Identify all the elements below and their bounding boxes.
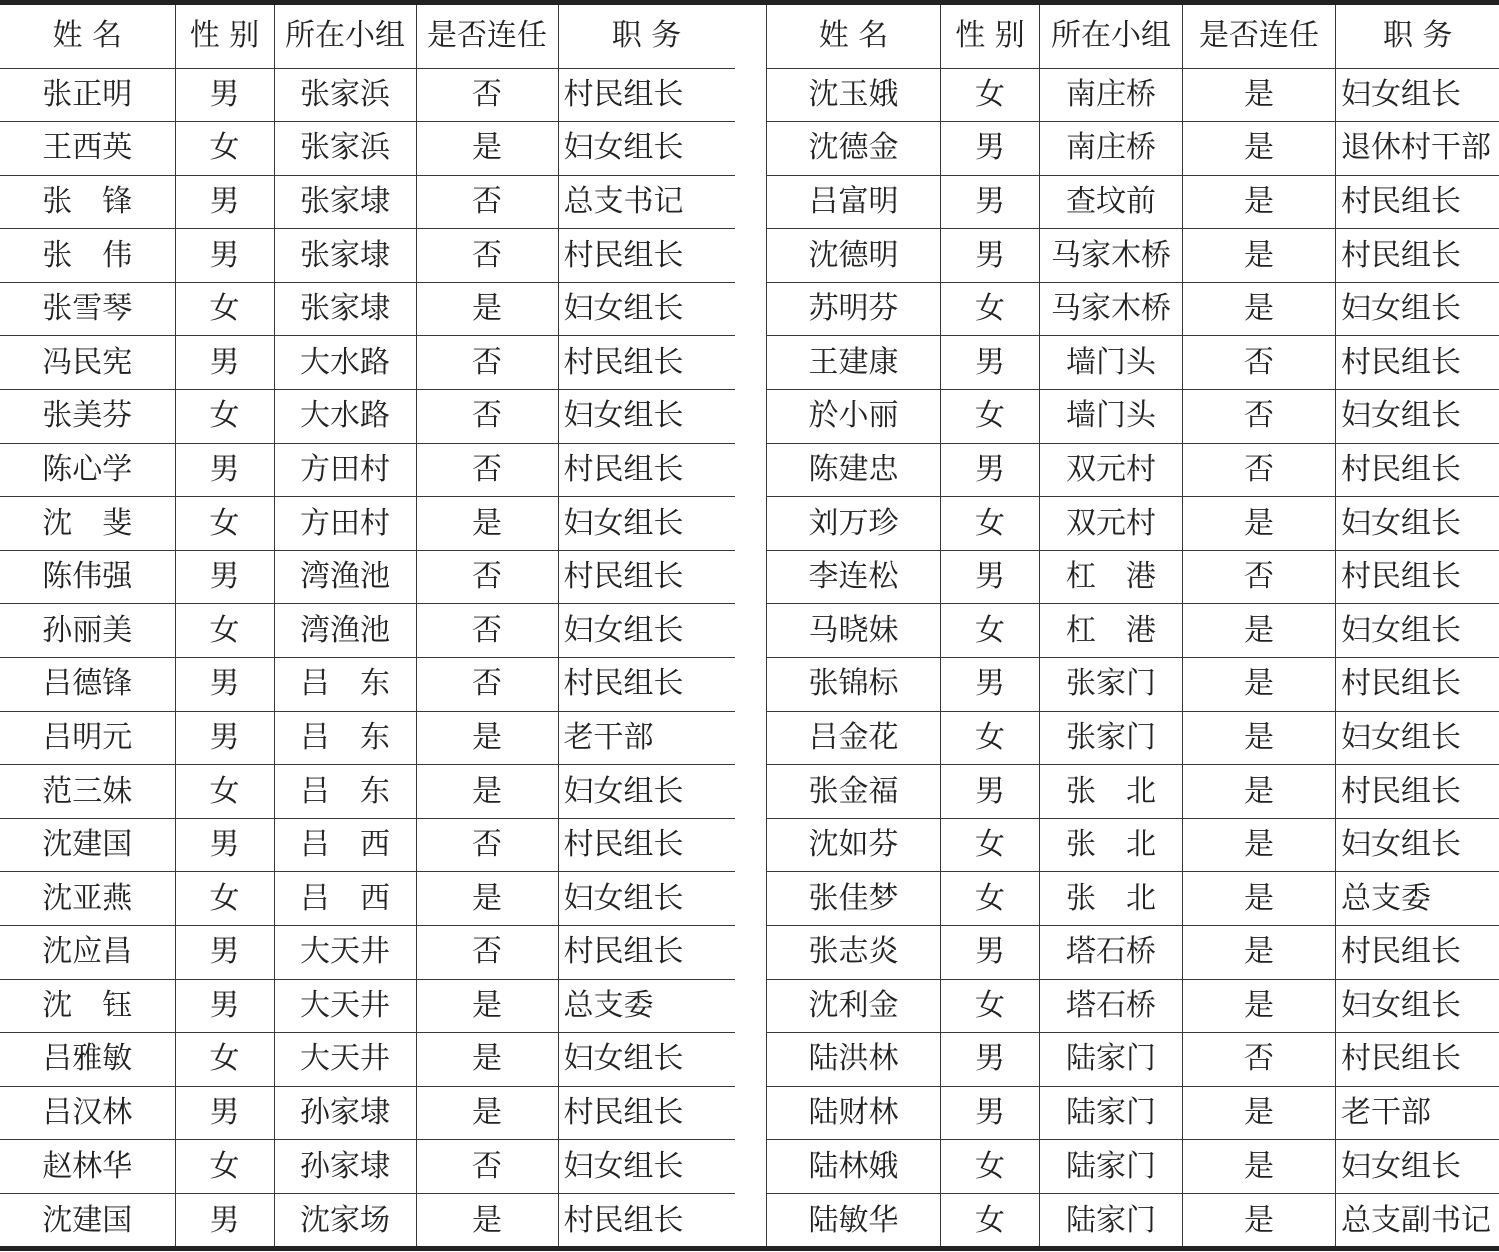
cell-duty: 村民组长 xyxy=(1336,658,1499,712)
table-row xyxy=(0,282,735,336)
table-row xyxy=(767,497,1499,551)
table-row xyxy=(0,1033,735,1087)
cell-reelected: 否 xyxy=(1183,443,1336,497)
cell-gender: 女 xyxy=(941,390,1040,444)
cell-duty: 妇女组长 xyxy=(558,122,735,176)
cell-group: 塔石桥 xyxy=(1040,979,1183,1033)
table-row xyxy=(0,604,735,658)
table-row xyxy=(767,979,1499,1033)
cell-name: 沈 钰 xyxy=(0,979,175,1033)
cell-group: 双元村 xyxy=(1040,443,1183,497)
cell-gender: 女 xyxy=(175,604,274,658)
cell-group: 方田村 xyxy=(274,443,416,497)
cell-reelected: 否 xyxy=(416,550,558,604)
cell-group: 湾渔池 xyxy=(274,604,416,658)
cell-group: 张家埭 xyxy=(274,229,416,283)
cell-name: 李连松 xyxy=(767,550,941,604)
cell-group: 双元村 xyxy=(1040,497,1183,551)
cell-group: 陆家门 xyxy=(1040,1033,1183,1087)
cell-name: 张美芬 xyxy=(0,390,175,444)
cell-group: 吕 东 xyxy=(274,658,416,712)
cell-reelected: 是 xyxy=(416,1033,558,1087)
cell-reelected: 是 xyxy=(1183,282,1336,336)
table-row xyxy=(767,765,1499,819)
cell-duty: 村民组长 xyxy=(1336,1033,1499,1087)
cell-group: 湾渔池 xyxy=(274,550,416,604)
cell-name: 沈如芬 xyxy=(767,818,941,872)
cell-duty: 老干部 xyxy=(1336,1086,1499,1140)
cell-group: 张家埭 xyxy=(274,282,416,336)
table-bottom-rule xyxy=(0,1246,1499,1251)
cell-duty: 总支副书记 xyxy=(1336,1193,1499,1247)
cell-duty: 村民组长 xyxy=(558,229,735,283)
cell-reelected: 是 xyxy=(1183,175,1336,229)
cell-duty: 妇女组长 xyxy=(558,282,735,336)
table-row xyxy=(0,765,735,819)
cell-group: 大天井 xyxy=(274,926,416,980)
cell-name: 张金福 xyxy=(767,765,941,819)
cell-duty: 妇女组长 xyxy=(558,390,735,444)
header-gender: 性 别 xyxy=(941,5,1040,68)
cell-reelected: 是 xyxy=(1183,1193,1336,1247)
cell-name: 张正明 xyxy=(0,68,175,122)
cell-gender: 女 xyxy=(175,282,274,336)
cell-gender: 女 xyxy=(175,765,274,819)
cell-reelected: 否 xyxy=(416,390,558,444)
table-row xyxy=(767,68,1499,122)
table-row xyxy=(767,282,1499,336)
cell-duty: 村民组长 xyxy=(558,818,735,872)
header-reelected: 是否连任 xyxy=(416,5,558,68)
cell-name: 陆洪林 xyxy=(767,1033,941,1087)
right-body xyxy=(767,68,1499,1247)
header-group: 所在小组 xyxy=(274,5,416,68)
cell-group: 吕 西 xyxy=(274,872,416,926)
cell-gender: 男 xyxy=(175,818,274,872)
cell-group: 张 北 xyxy=(1040,765,1183,819)
cell-gender: 女 xyxy=(175,122,274,176)
cell-reelected: 是 xyxy=(416,1193,558,1247)
cell-name: 王西英 xyxy=(0,122,175,176)
header-row xyxy=(0,5,735,68)
cell-gender: 女 xyxy=(941,872,1040,926)
cell-gender: 男 xyxy=(175,926,274,980)
cell-reelected: 是 xyxy=(1183,122,1336,176)
table-row xyxy=(767,872,1499,926)
cell-group: 南庄桥 xyxy=(1040,122,1183,176)
cell-name: 陆林娥 xyxy=(767,1140,941,1194)
cell-gender: 男 xyxy=(941,229,1040,283)
cell-name: 范三妹 xyxy=(0,765,175,819)
cell-duty: 总支书记 xyxy=(558,175,735,229)
cell-reelected: 否 xyxy=(1183,390,1336,444)
cell-gender: 女 xyxy=(941,818,1040,872)
cell-duty: 妇女组长 xyxy=(1336,979,1499,1033)
cell-reelected: 是 xyxy=(1183,926,1336,980)
cell-reelected: 是 xyxy=(416,979,558,1033)
cell-group: 查坟前 xyxy=(1040,175,1183,229)
cell-name: 沈建国 xyxy=(0,1193,175,1247)
cell-group: 张家门 xyxy=(1040,658,1183,712)
cell-name: 吕雅敏 xyxy=(0,1033,175,1087)
cell-group: 杠 港 xyxy=(1040,604,1183,658)
header-reelected: 是否连任 xyxy=(1183,5,1336,68)
cell-name: 张 锋 xyxy=(0,175,175,229)
table-row xyxy=(0,1086,735,1140)
cell-gender: 男 xyxy=(175,658,274,712)
cell-group: 张 北 xyxy=(1040,818,1183,872)
cell-group: 张 北 xyxy=(1040,872,1183,926)
cell-gender: 男 xyxy=(941,550,1040,604)
cell-reelected: 否 xyxy=(1183,550,1336,604)
cell-duty: 妇女组长 xyxy=(1336,390,1499,444)
table-row xyxy=(767,122,1499,176)
cell-name: 马晓妹 xyxy=(767,604,941,658)
cell-gender: 女 xyxy=(175,872,274,926)
cell-group: 张家浜 xyxy=(274,68,416,122)
cell-reelected: 是 xyxy=(1183,1140,1336,1194)
cell-name: 吕富明 xyxy=(767,175,941,229)
table-row xyxy=(767,550,1499,604)
cell-duty: 妇女组长 xyxy=(558,872,735,926)
cell-name: 沈 斐 xyxy=(0,497,175,551)
cell-name: 陆财林 xyxy=(767,1086,941,1140)
cell-reelected: 否 xyxy=(1183,336,1336,390)
cell-duty: 妇女组长 xyxy=(1336,818,1499,872)
cell-name: 吕汉林 xyxy=(0,1086,175,1140)
cell-group: 马家木桥 xyxy=(1040,282,1183,336)
table-row xyxy=(767,926,1499,980)
cell-reelected: 否 xyxy=(416,229,558,283)
header-group: 所在小组 xyxy=(1040,5,1183,68)
cell-reelected: 否 xyxy=(416,175,558,229)
cell-gender: 男 xyxy=(175,336,274,390)
cell-duty: 村民组长 xyxy=(1336,336,1499,390)
cell-gender: 男 xyxy=(175,443,274,497)
cell-group: 大天井 xyxy=(274,1033,416,1087)
table-row xyxy=(0,872,735,926)
cell-reelected: 否 xyxy=(416,926,558,980)
cell-group: 陆家门 xyxy=(1040,1140,1183,1194)
cell-duty: 妇女组长 xyxy=(1336,604,1499,658)
cell-gender: 男 xyxy=(941,122,1040,176)
cell-name: 吕德锋 xyxy=(0,658,175,712)
cell-duty: 村民组长 xyxy=(558,443,735,497)
cell-gender: 男 xyxy=(175,175,274,229)
cell-duty: 村民组长 xyxy=(1336,443,1499,497)
table-row xyxy=(767,336,1499,390)
cell-duty: 村民组长 xyxy=(1336,550,1499,604)
table-row xyxy=(0,818,735,872)
cell-gender: 男 xyxy=(175,1086,274,1140)
table-row xyxy=(0,443,735,497)
cell-duty: 村民组长 xyxy=(558,1193,735,1247)
table-row xyxy=(767,390,1499,444)
cell-group: 马家木桥 xyxy=(1040,229,1183,283)
cell-gender: 男 xyxy=(941,1086,1040,1140)
table-row xyxy=(0,122,735,176)
cell-group: 南庄桥 xyxy=(1040,68,1183,122)
cell-gender: 男 xyxy=(941,443,1040,497)
header-name: 姓 名 xyxy=(767,5,941,68)
cell-name: 陈心学 xyxy=(0,443,175,497)
cell-group: 孙家埭 xyxy=(274,1140,416,1194)
cell-gender: 男 xyxy=(175,229,274,283)
cell-group: 陆家门 xyxy=(1040,1193,1183,1247)
cell-group: 张家浜 xyxy=(274,122,416,176)
cell-name: 赵林华 xyxy=(0,1140,175,1194)
cell-group: 大天井 xyxy=(274,979,416,1033)
cell-gender: 男 xyxy=(175,550,274,604)
cell-name: 陈伟强 xyxy=(0,550,175,604)
cell-reelected: 否 xyxy=(416,658,558,712)
cell-name: 张志炎 xyxy=(767,926,941,980)
cell-name: 沈建国 xyxy=(0,818,175,872)
cell-name: 张雪琴 xyxy=(0,282,175,336)
cell-name: 沈德明 xyxy=(767,229,941,283)
table-row xyxy=(767,443,1499,497)
cell-group: 大水路 xyxy=(274,390,416,444)
table-row xyxy=(767,229,1499,283)
cell-gender: 女 xyxy=(941,1140,1040,1194)
cell-gender: 男 xyxy=(175,1193,274,1247)
cell-duty: 村民组长 xyxy=(558,658,735,712)
cell-gender: 男 xyxy=(941,1033,1040,1087)
roster-table-left xyxy=(0,5,736,1247)
cell-reelected: 是 xyxy=(416,1086,558,1140)
cell-reelected: 是 xyxy=(416,765,558,819)
cell-name: 王建康 xyxy=(767,336,941,390)
table-row xyxy=(0,550,735,604)
cell-reelected: 否 xyxy=(416,604,558,658)
cell-group: 墙门头 xyxy=(1040,336,1183,390)
cell-duty: 总支委 xyxy=(1336,872,1499,926)
cell-name: 沈德金 xyxy=(767,122,941,176)
cell-name: 吕金花 xyxy=(767,711,941,765)
table-row xyxy=(0,658,735,712)
cell-duty: 村民组长 xyxy=(558,926,735,980)
cell-duty: 村民组长 xyxy=(1336,765,1499,819)
cell-gender: 女 xyxy=(175,390,274,444)
table-row xyxy=(0,1193,735,1247)
cell-name: 冯民宪 xyxy=(0,336,175,390)
cell-name: 张佳梦 xyxy=(767,872,941,926)
cell-duty: 妇女组长 xyxy=(1336,1140,1499,1194)
cell-duty: 村民组长 xyxy=(558,336,735,390)
cell-gender: 女 xyxy=(175,497,274,551)
cell-reelected: 否 xyxy=(416,336,558,390)
cell-reelected: 是 xyxy=(1183,68,1336,122)
header-gender: 性 别 xyxy=(175,5,274,68)
table-row xyxy=(0,229,735,283)
header-duty: 职 务 xyxy=(1336,5,1499,68)
cell-duty: 妇女组长 xyxy=(1336,68,1499,122)
roster-table-right xyxy=(766,5,1499,1247)
table-row xyxy=(767,818,1499,872)
cell-group: 沈家场 xyxy=(274,1193,416,1247)
cell-reelected: 否 xyxy=(1183,1033,1336,1087)
cell-name: 沈利金 xyxy=(767,979,941,1033)
table-row xyxy=(0,711,735,765)
table-row xyxy=(767,604,1499,658)
cell-gender: 男 xyxy=(941,926,1040,980)
cell-name: 陆敏华 xyxy=(767,1193,941,1247)
cell-name: 张 伟 xyxy=(0,229,175,283)
cell-reelected: 是 xyxy=(416,282,558,336)
cell-duty: 村民组长 xyxy=(1336,926,1499,980)
cell-reelected: 是 xyxy=(416,122,558,176)
cell-duty: 妇女组长 xyxy=(1336,711,1499,765)
cell-group: 吕 东 xyxy=(274,711,416,765)
cell-gender: 男 xyxy=(941,658,1040,712)
cell-gender: 女 xyxy=(941,711,1040,765)
cell-name: 於小丽 xyxy=(767,390,941,444)
cell-duty: 妇女组长 xyxy=(558,1033,735,1087)
cell-group: 吕 西 xyxy=(274,818,416,872)
cell-duty: 妇女组长 xyxy=(1336,497,1499,551)
cell-duty: 总支委 xyxy=(558,979,735,1033)
cell-name: 陈建忠 xyxy=(767,443,941,497)
cell-gender: 男 xyxy=(941,336,1040,390)
cell-name: 吕明元 xyxy=(0,711,175,765)
cell-reelected: 是 xyxy=(416,711,558,765)
left-body xyxy=(0,68,735,1247)
cell-gender: 女 xyxy=(941,604,1040,658)
cell-reelected: 否 xyxy=(416,1140,558,1194)
table-row xyxy=(0,979,735,1033)
cell-name: 刘万珍 xyxy=(767,497,941,551)
cell-reelected: 否 xyxy=(416,818,558,872)
cell-gender: 女 xyxy=(941,497,1040,551)
table-row xyxy=(767,1193,1499,1247)
cell-name: 沈应昌 xyxy=(0,926,175,980)
cell-group: 陆家门 xyxy=(1040,1086,1183,1140)
cell-reelected: 是 xyxy=(1183,979,1336,1033)
header-duty: 职 务 xyxy=(558,5,735,68)
cell-name: 孙丽美 xyxy=(0,604,175,658)
table-row xyxy=(767,658,1499,712)
table-row xyxy=(767,1086,1499,1140)
table-row xyxy=(0,390,735,444)
cell-group: 吕 东 xyxy=(274,765,416,819)
cell-reelected: 是 xyxy=(1183,765,1336,819)
cell-duty: 村民组长 xyxy=(558,550,735,604)
cell-duty: 村民组长 xyxy=(558,1086,735,1140)
cell-group: 张家埭 xyxy=(274,175,416,229)
cell-duty: 村民组长 xyxy=(558,68,735,122)
cell-duty: 妇女组长 xyxy=(558,497,735,551)
cell-group: 大水路 xyxy=(274,336,416,390)
cell-group: 孙家埭 xyxy=(274,1086,416,1140)
cell-reelected: 是 xyxy=(1183,604,1336,658)
cell-group: 方田村 xyxy=(274,497,416,551)
cell-gender: 男 xyxy=(175,711,274,765)
cell-group: 杠 港 xyxy=(1040,550,1183,604)
cell-duty: 村民组长 xyxy=(1336,229,1499,283)
cell-duty: 老干部 xyxy=(558,711,735,765)
cell-gender: 男 xyxy=(175,68,274,122)
header-name: 姓 名 xyxy=(0,5,175,68)
cell-group: 塔石桥 xyxy=(1040,926,1183,980)
cell-gender: 女 xyxy=(175,1140,274,1194)
cell-reelected: 是 xyxy=(1183,229,1336,283)
table-row xyxy=(0,497,735,551)
cell-gender: 男 xyxy=(941,175,1040,229)
cell-name: 沈玉娥 xyxy=(767,68,941,122)
table-row xyxy=(0,175,735,229)
cell-duty: 妇女组长 xyxy=(558,604,735,658)
table-row xyxy=(767,711,1499,765)
cell-group: 张家门 xyxy=(1040,711,1183,765)
table-row xyxy=(767,175,1499,229)
cell-group: 墙门头 xyxy=(1040,390,1183,444)
table-row xyxy=(0,926,735,980)
table-row xyxy=(0,68,735,122)
cell-name: 沈亚燕 xyxy=(0,872,175,926)
cell-gender: 女 xyxy=(941,979,1040,1033)
cell-duty: 村民组长 xyxy=(1336,175,1499,229)
table-row xyxy=(767,1033,1499,1087)
cell-gender: 男 xyxy=(175,979,274,1033)
column-gap xyxy=(735,5,766,1246)
cell-reelected: 是 xyxy=(1183,818,1336,872)
table-row xyxy=(767,1140,1499,1194)
cell-name: 张锦标 xyxy=(767,658,941,712)
cell-duty: 退休村干部 xyxy=(1336,122,1499,176)
table-row xyxy=(0,336,735,390)
cell-reelected: 是 xyxy=(1183,872,1336,926)
cell-gender: 女 xyxy=(941,1193,1040,1247)
cell-duty: 妇女组长 xyxy=(558,1140,735,1194)
cell-name: 苏明芬 xyxy=(767,282,941,336)
cell-reelected: 是 xyxy=(416,497,558,551)
header-row xyxy=(767,5,1499,68)
cell-gender: 女 xyxy=(941,282,1040,336)
cell-reelected: 是 xyxy=(1183,497,1336,551)
cell-gender: 男 xyxy=(941,765,1040,819)
cell-reelected: 是 xyxy=(1183,1086,1336,1140)
cell-gender: 女 xyxy=(941,68,1040,122)
table-row xyxy=(0,1140,735,1194)
cell-duty: 妇女组长 xyxy=(558,765,735,819)
cell-gender: 女 xyxy=(175,1033,274,1087)
cell-reelected: 是 xyxy=(416,872,558,926)
cell-duty: 妇女组长 xyxy=(1336,282,1499,336)
cell-reelected: 否 xyxy=(416,443,558,497)
cell-reelected: 是 xyxy=(1183,711,1336,765)
cell-reelected: 是 xyxy=(1183,658,1336,712)
cell-reelected: 否 xyxy=(416,68,558,122)
